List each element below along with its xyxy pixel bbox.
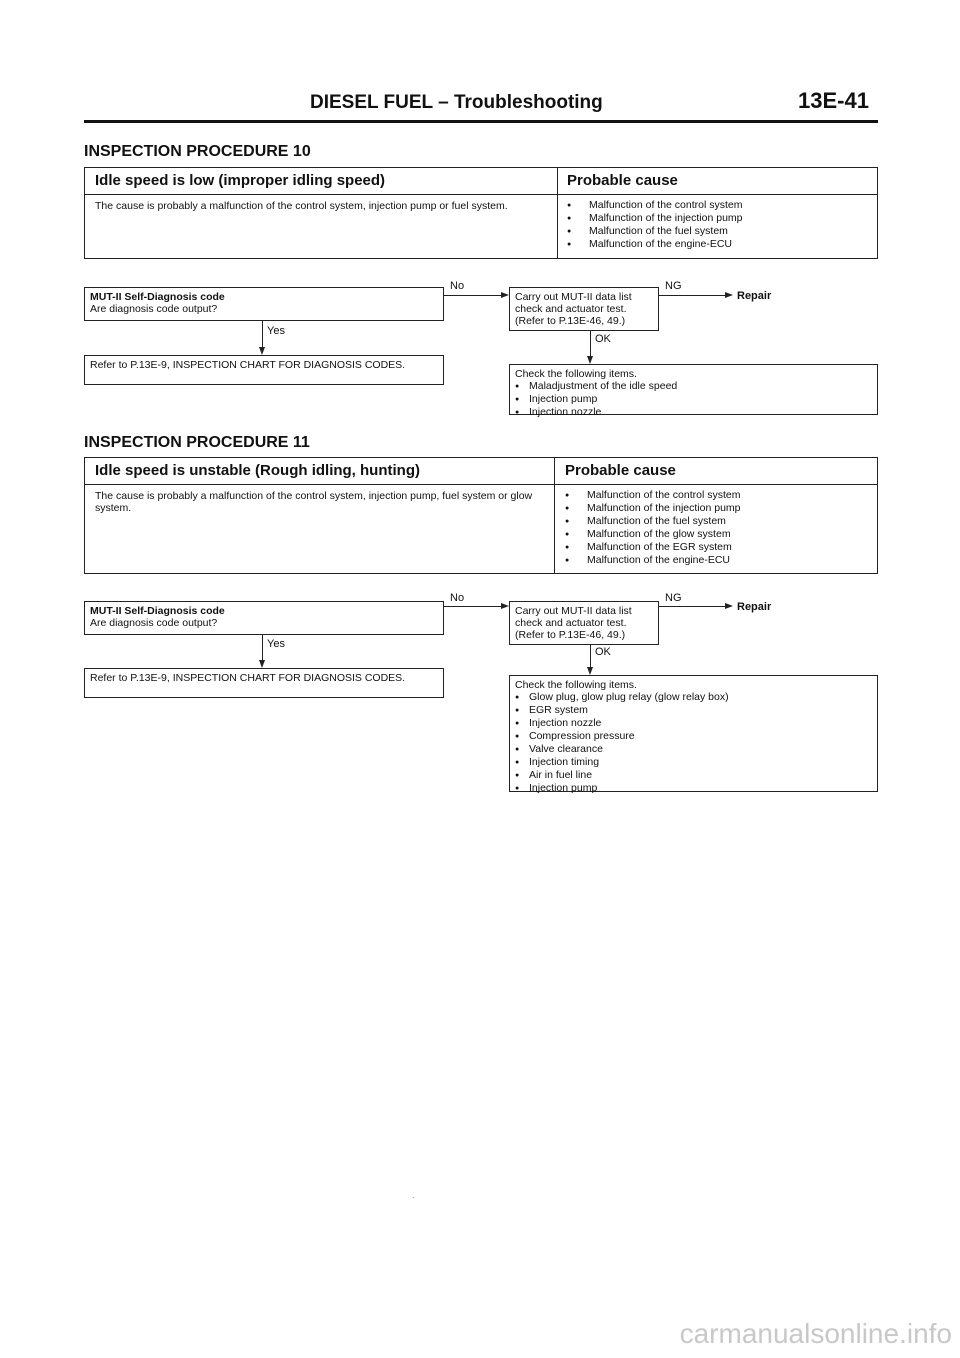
- refer-text: Refer to P.13E-9, INSPECTION CHART FOR DIAGNOSIS CODES.: [90, 672, 406, 684]
- refer-text: Refer to P.13E-9, INSPECTION CHART FOR DIAGNOSIS CODES.: [90, 359, 406, 371]
- arrow-down-icon: [587, 667, 593, 675]
- repair-label: Repair: [737, 290, 772, 302]
- procedure-11-summary-table: [84, 457, 878, 574]
- symptom-title: Idle speed is unstable (Rough idling, hunting): [95, 462, 420, 479]
- no-connector: [444, 295, 501, 296]
- diagnosis-code-check-box: [84, 287, 444, 321]
- arrow-down-icon: [259, 347, 265, 355]
- list-item: ● Malfunction of the injection pump: [565, 502, 741, 515]
- list-item: ● Malfunction of the glow system: [565, 528, 741, 541]
- list-item: ● Malfunction of the engine-ECU: [565, 554, 741, 567]
- list-item: ● Valve clearance: [515, 743, 872, 756]
- arrow-right-icon: [501, 292, 509, 298]
- arrow-right-icon: [725, 292, 733, 298]
- arrow-down-icon: [587, 356, 593, 364]
- list-item: ● Malfunction of the fuel system: [565, 515, 741, 528]
- header-rule: [84, 120, 878, 123]
- procedure-10-summary-table: [84, 167, 878, 259]
- list-item: ● Malfunction of the fuel system: [567, 225, 743, 238]
- refer-inspection-chart-box: [84, 668, 444, 698]
- yes-branch-label: Yes: [267, 325, 285, 337]
- summary-column-divider: [554, 458, 555, 573]
- list-item: ● Malfunction of the EGR system: [565, 541, 741, 554]
- arrow-right-icon: [501, 603, 509, 609]
- no-branch-label: No: [450, 592, 465, 604]
- list-item: ● Injection pump: [515, 782, 872, 795]
- list-item: ● EGR system: [515, 704, 872, 717]
- page-section-title: DIESEL FUEL – Troubleshooting: [310, 92, 603, 113]
- ng-branch-label: NG: [665, 280, 682, 292]
- repair-label: Repair: [737, 601, 772, 613]
- arrow-right-icon: [725, 603, 733, 609]
- mut-test-text: Carry out MUT-II data list check and actuator test. (Refer to P.13E-46, 49.): [515, 291, 632, 327]
- mut-data-list-box: [509, 287, 659, 331]
- mut-test-text: Carry out MUT-II data list check and actuator test. (Refer to P.13E-46, 49.): [515, 605, 632, 641]
- diagnosis-code-check-box: [84, 601, 444, 635]
- list-item: ● Injection pump: [515, 393, 872, 406]
- check-title: Check the following items.: [515, 368, 637, 380]
- list-item: ● Glow plug, glow plug relay (glow relay box): [515, 691, 872, 704]
- footer-dot: ·: [412, 1193, 415, 1202]
- procedure-11-heading: INSPECTION PROCEDURE 11: [84, 434, 310, 451]
- page-number: 13E-41: [798, 88, 869, 113]
- probable-cause-label: Probable cause: [565, 462, 676, 479]
- yes-connector: [262, 321, 263, 347]
- list-item: ● Injection timing: [515, 756, 872, 769]
- ok-branch-label: OK: [595, 333, 611, 345]
- probable-cause-list: [567, 199, 743, 251]
- probable-cause-label: Probable cause: [567, 172, 678, 189]
- list-item: ● Malfunction of the control system: [565, 489, 741, 502]
- refer-inspection-chart-box: [84, 355, 444, 385]
- ng-branch-label: NG: [665, 592, 682, 604]
- symptom-title: Idle speed is low (improper idling speed): [95, 172, 386, 189]
- check-items-box: [509, 675, 878, 792]
- cause-description: The cause is probably a malfunction of the control system, injection pump or fuel system.: [95, 200, 508, 212]
- ng-connector: [659, 606, 725, 607]
- yes-branch-label: Yes: [267, 638, 285, 650]
- list-item: ● Maladjustment of the idle speed: [515, 380, 872, 393]
- yes-connector: [262, 635, 263, 660]
- diagnosis-box-question: Are diagnosis code output?: [90, 617, 218, 629]
- site-watermark: carmanualsonline.info: [679, 1318, 952, 1349]
- no-connector: [444, 606, 501, 607]
- diagnosis-box-title: MUT-II Self-Diagnosis code: [90, 605, 225, 617]
- check-item-list: [515, 691, 872, 795]
- list-item: ● Injection nozzle: [515, 717, 872, 730]
- cause-description: The cause is probably a malfunction of the control system, injection pump, fuel system or glow system.: [95, 490, 533, 514]
- diagnosis-box-title: MUT-II Self-Diagnosis code: [90, 291, 225, 303]
- ok-connector: [590, 331, 591, 356]
- ng-connector: [659, 295, 725, 296]
- check-item-list: [515, 380, 872, 419]
- arrow-down-icon: [259, 660, 265, 668]
- procedure-10-heading: INSPECTION PROCEDURE 10: [84, 143, 311, 160]
- mut-data-list-box: [509, 601, 659, 645]
- list-item: ● Malfunction of the control system: [567, 199, 743, 212]
- list-item: ● Malfunction of the injection pump: [567, 212, 743, 225]
- list-item: ● Malfunction of the engine-ECU: [567, 238, 743, 251]
- no-branch-label: No: [450, 280, 465, 292]
- summary-column-divider: [557, 168, 558, 258]
- list-item: ● Injection nozzle: [515, 406, 872, 419]
- ok-branch-label: OK: [595, 646, 611, 658]
- diagnosis-box-question: Are diagnosis code output?: [90, 303, 218, 315]
- check-title: Check the following items.: [515, 679, 637, 691]
- ok-connector: [590, 645, 591, 667]
- probable-cause-list: [565, 489, 741, 567]
- list-item: ● Air in fuel line: [515, 769, 872, 782]
- check-items-box: [509, 364, 878, 418]
- list-item: ● Compression pressure: [515, 730, 872, 743]
